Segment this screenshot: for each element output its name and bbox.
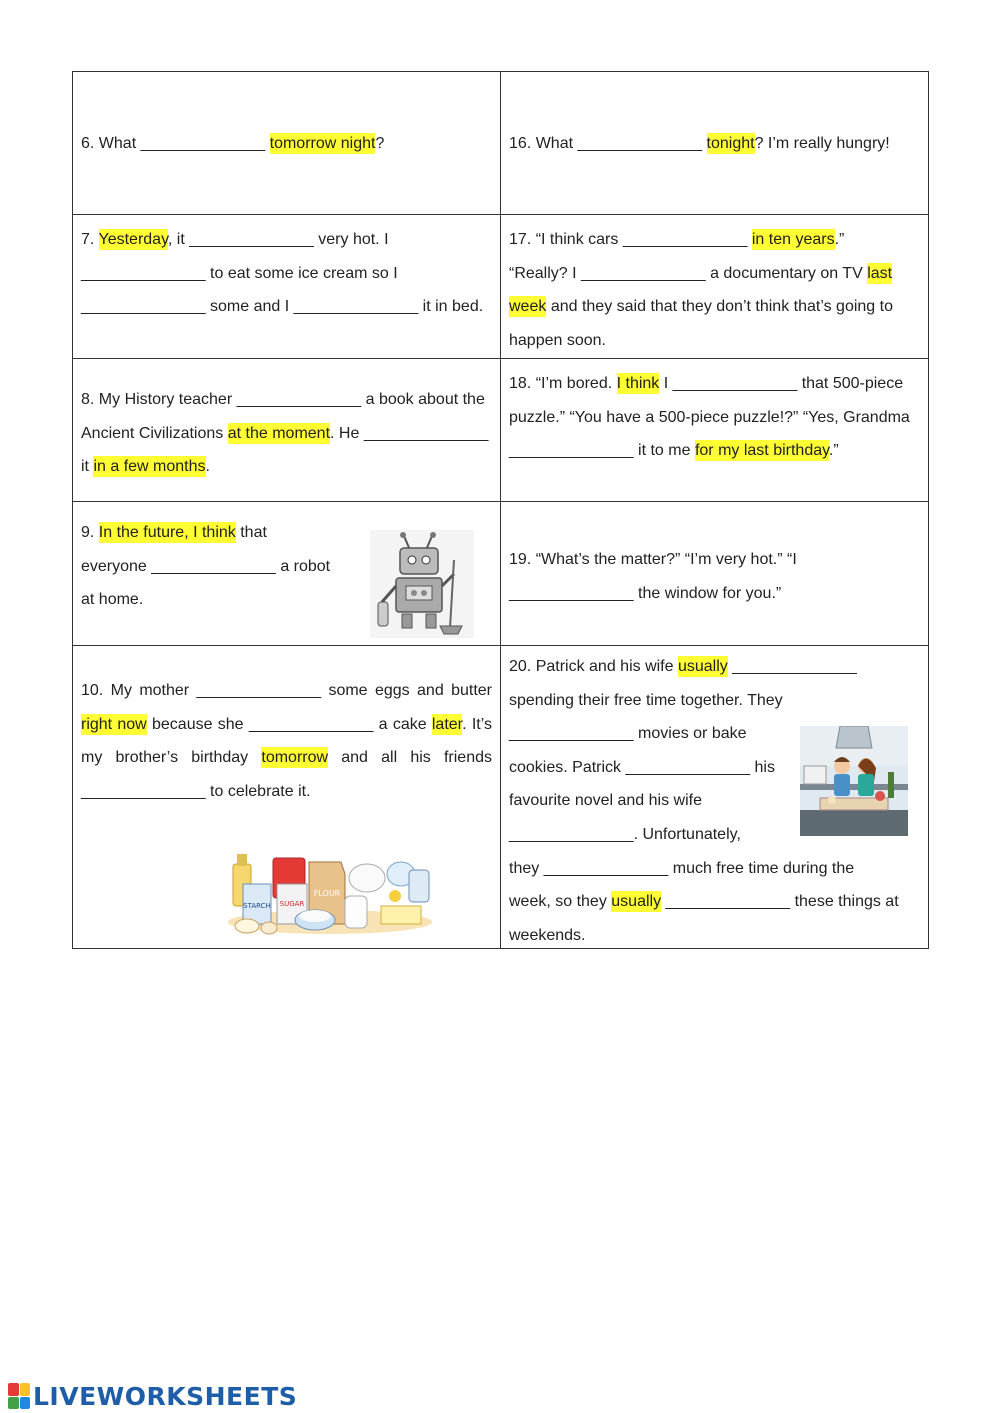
logo-square-2 [20, 1383, 31, 1396]
q20-text: much free time during the [672, 859, 855, 877]
q10-text: It’s my brother’s birthday [81, 715, 492, 767]
q16-blank[interactable]: ______________ [577, 135, 703, 152]
robot-illustration [370, 530, 474, 638]
q6-text: 6. What [81, 135, 137, 152]
q10-highlight-1: right now [81, 715, 147, 733]
q20-text: week, so they [509, 893, 607, 911]
question-10 [73, 646, 501, 949]
q8-text: . [205, 458, 210, 476]
worksheet-table [72, 71, 929, 949]
q7-text: , it [167, 231, 185, 248]
q6-blank[interactable]: ______________ [140, 135, 266, 152]
q20-text: they [509, 859, 540, 877]
q18-text: .” [828, 442, 839, 460]
q20-blank-6[interactable]: ______________ [665, 893, 791, 911]
logo-square-4 [20, 1397, 31, 1410]
q18-text: 18. “I’m bored. [509, 375, 613, 392]
q18-text: it to me [638, 442, 691, 460]
question-9 [73, 502, 501, 646]
q20-blank-4[interactable]: ______________ [509, 825, 634, 843]
q17-highlight-1: in ten years [751, 231, 835, 248]
q8-highlight-2: in a few months [93, 458, 206, 476]
sugar-label: SUGAR [279, 900, 305, 908]
worksheet-row [73, 72, 929, 215]
q18-highlight-2: for my last birthday [694, 442, 829, 460]
q20-text: . Unfortunately, [633, 825, 741, 843]
q9-text: a robot [280, 557, 331, 575]
q20-text: his [754, 758, 775, 776]
q10-text: to celebrate it. [210, 782, 311, 800]
question-20 [501, 646, 929, 949]
starch-label: STARCH [243, 902, 271, 910]
q9-text: everyone [81, 557, 147, 575]
q18-text: that 500-piece puzzle.” “You have a 500-piece puzzle!?” “Yes, Grandma [509, 375, 910, 426]
worksheet-row [73, 646, 929, 949]
q7-blank-3[interactable]: ______________ [81, 298, 206, 316]
q7-text: some and I [210, 298, 290, 316]
q8-text: it [81, 458, 89, 476]
q19-text: the window for you.” [638, 584, 782, 602]
q17-blank-2[interactable]: ______________ [581, 264, 706, 282]
couple-cooking-illustration [800, 726, 908, 836]
q8-highlight-1: at the moment [227, 424, 331, 442]
q8-blank-1[interactable]: ______________ [236, 391, 362, 408]
q10-text: some eggs and butter [328, 682, 492, 699]
q10-blank-2[interactable]: ______________ [248, 715, 374, 733]
q8-text: a book about the Ancient Civilizations [81, 391, 485, 442]
q10-blank-3[interactable]: ______________ [81, 782, 206, 800]
baking-ingredients-illustration [225, 844, 435, 936]
q16-highlight: tonight [706, 135, 755, 152]
q18-blank-2[interactable]: ______________ [509, 442, 634, 460]
liveworksheets-logo [8, 1381, 297, 1411]
q20-text: these things at weekends. [509, 893, 899, 944]
q16-text-end: ? I’m really hungry! [754, 135, 890, 152]
logo-square-1 [8, 1383, 19, 1396]
q9-highlight: In the future, I think [98, 524, 236, 541]
question-7 [73, 215, 501, 359]
q6-text-end: ? [375, 135, 385, 152]
q20-text: favourite novel and his wife [509, 792, 702, 810]
q20-text: 20. Patrick and his wife [509, 658, 674, 675]
q20-text: movies or bake [638, 725, 747, 743]
question-6 [73, 72, 501, 215]
q10-text: 10. My mother [81, 682, 190, 699]
q18-blank-1[interactable]: ______________ [672, 375, 798, 392]
q7-highlight: Yesterday [98, 231, 168, 248]
q17-text: 17. “I think cars [509, 231, 619, 248]
worksheet-row [73, 215, 929, 359]
question-8 [73, 359, 501, 502]
q7-text: to eat some ice cream so I [210, 264, 398, 282]
q10-blank-1[interactable]: ______________ [196, 682, 322, 699]
logo-square-3 [8, 1397, 19, 1410]
q20-highlight-2: usually [611, 893, 662, 911]
logo-text: LIVEWORKSHEETS [33, 1381, 298, 1411]
question-17 [501, 215, 929, 359]
q10-text: a cake [378, 715, 427, 733]
q18-highlight-1: I think [616, 375, 660, 392]
worksheet-row [73, 502, 929, 646]
q17-text: .” [834, 231, 845, 248]
logo-badge-icon [8, 1383, 30, 1409]
flour-label: FLOUR [313, 889, 341, 898]
q7-text: it in bed. [422, 298, 484, 316]
q18-text: I [663, 375, 669, 392]
q17-text: “Really? I [509, 264, 577, 282]
q8-text: . He [330, 424, 360, 442]
q10-text: because she [152, 715, 244, 733]
q10-highlight-2: later [431, 715, 463, 733]
q7-text: very hot. I [318, 231, 389, 248]
q7-blank-1[interactable]: ______________ [189, 231, 314, 248]
q19-text: 19. “What’s the matter?” “I’m very hot.” “I [509, 551, 797, 568]
q9-text: 9. [81, 524, 95, 541]
q16-text: 16. What [509, 135, 574, 152]
q10-text: and all his friends [341, 749, 492, 767]
q17-blank-1[interactable]: ______________ [622, 231, 748, 248]
q8-blank-2[interactable]: ______________ [363, 424, 489, 442]
q20-blank-2[interactable]: ______________ [509, 725, 634, 743]
q19-blank[interactable]: ______________ [509, 584, 634, 602]
q20-text: cookies. Patrick [509, 758, 622, 776]
worksheet-row [73, 359, 929, 502]
question-19 [501, 502, 929, 646]
q20-blank-5[interactable]: ______________ [543, 859, 669, 877]
q7-text: 7. [81, 231, 95, 248]
q9-blank[interactable]: ______________ [151, 557, 276, 575]
q9-text: that [240, 524, 267, 541]
q17-text: a documentary on TV [710, 264, 863, 282]
q6-highlight: tomorrow night [269, 135, 376, 152]
q20-text: spending their free time together. They [509, 691, 783, 709]
q10-highlight-3: tomorrow [261, 749, 329, 767]
q8-text: 8. My History teacher [81, 391, 233, 408]
question-16 [501, 72, 929, 215]
q10-text: . [462, 715, 467, 733]
q7-blank-4[interactable]: ______________ [293, 298, 419, 316]
q20-blank-3[interactable]: ______________ [625, 758, 751, 776]
q17-text: and they said that they don’t think that’s going to happen soon. [509, 298, 893, 349]
question-18 [501, 359, 929, 502]
q7-blank-2[interactable]: ______________ [81, 264, 206, 282]
q20-highlight-1: usually [677, 658, 728, 675]
q17-highlight-2: last week [509, 264, 893, 316]
q9-text: at home. [81, 591, 144, 609]
q20-blank-1[interactable]: ______________ [732, 658, 857, 675]
